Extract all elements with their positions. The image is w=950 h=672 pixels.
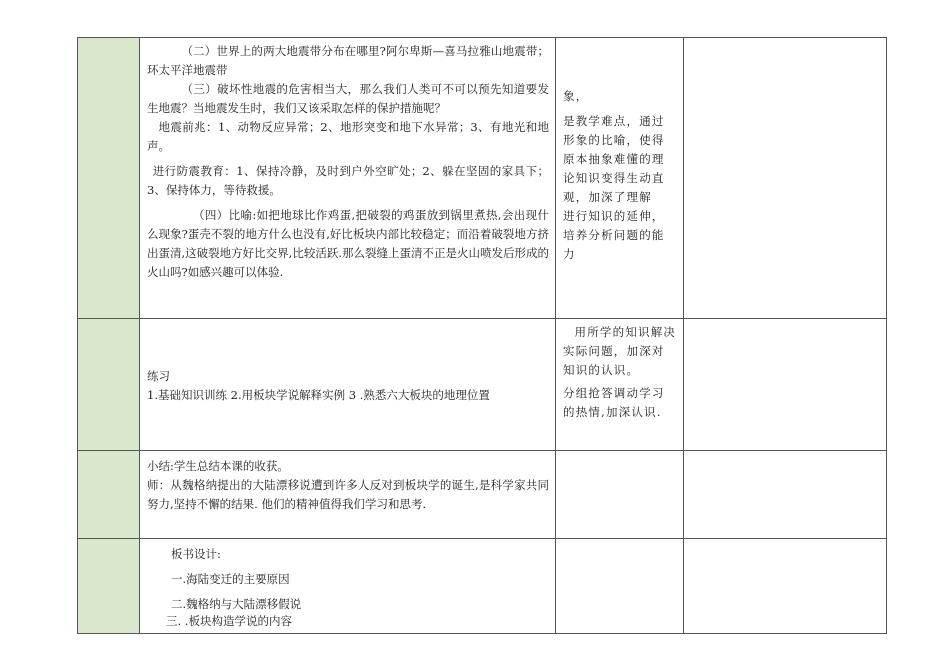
board-item: 一.海陆变迁的主要原因 [171, 572, 290, 586]
content-cell [140, 319, 556, 451]
table-row [78, 38, 887, 319]
stage-cell [78, 539, 140, 634]
content-paragraph: （四）比喻:如把地球比作鸡蛋,把破裂的鸡蛋放到锅里煮热,会出现什么现象?蛋壳不裂的地方什么也没有,好比板块内部比较稳定；而沿着破裂地方挤出蛋清,这破裂地方好比交界,比较活跃.那么裂缝上蛋清不正是火山喷发后形成的火山吗?如感兴趣可以体验. [147, 208, 549, 279]
remark-cell [684, 451, 887, 539]
board-heading: 板书设计: [171, 547, 221, 561]
lesson-plan-table [77, 37, 887, 634]
content-paragraph: 练习 [147, 369, 170, 383]
note-text: 是教学难点，通过形象的比喻，使得原本抽象难懂的理论知识变得生动直观，加深了理解 [563, 114, 665, 204]
table-row [78, 451, 887, 539]
note-cell [556, 38, 684, 319]
note-text: 进行知识的延伸，培养分析问题的能力 [563, 209, 665, 261]
stage-cell [78, 451, 140, 539]
table-row [78, 539, 887, 634]
board-item: 二.魏格纳与大陆漂移假说 [171, 597, 302, 611]
note-cell [556, 451, 684, 539]
note-text: 象， [563, 89, 589, 103]
content-paragraph: 小结:学生总结本课的收获。 [147, 459, 289, 473]
content-cell [140, 451, 556, 539]
stage-cell [78, 319, 140, 451]
content-cell [140, 539, 556, 634]
content-paragraph: 进行防震教育：1、保持冷静，及时到户外空旷处；2、躲在坚固的家具下；3、保持体力，等待救援。 [147, 164, 549, 197]
content-cell [140, 38, 556, 319]
remark-cell [684, 539, 887, 634]
table-row [78, 319, 887, 451]
board-item: 三. .板块构造学说的内容 [166, 614, 292, 628]
content-paragraph: 师：从魏格纳提出的大陆漂移说遭到许多人反对到板块学的诞生,是科学家共同努力,坚持不懈的结果. 他们的精神值得我们学习和思考. [147, 478, 549, 511]
content-paragraph: 地震前兆：1、动物反应异常；2、地形突变和地下水异常；3、有地光和地声。 [147, 120, 549, 153]
content-paragraph: 1.基础知识训练 2.用板块学说解释实例 3 .熟悉六大板块的地理位置 [147, 388, 490, 402]
note-cell [556, 539, 684, 634]
remark-cell [684, 319, 887, 451]
content-paragraph: （三）破坏性地震的危害相当大，那么我们人类可不可以预先知道要发生地震？当地震发生时，我们又该采取怎样的保护措施呢？ [147, 82, 549, 115]
note-text: 用所学的知识解决实际问题，加深对知识的认识。 [563, 325, 677, 377]
stage-cell [78, 38, 140, 319]
note-text: 分组抢答调动学习的热情,加深认识. [563, 386, 665, 419]
note-cell [556, 319, 684, 451]
content-paragraph: （二）世界上的两大地震带分布在哪里?阿尔卑斯—喜马拉雅山地震带；环太平洋地震带 [147, 44, 549, 77]
remark-cell [684, 38, 887, 319]
